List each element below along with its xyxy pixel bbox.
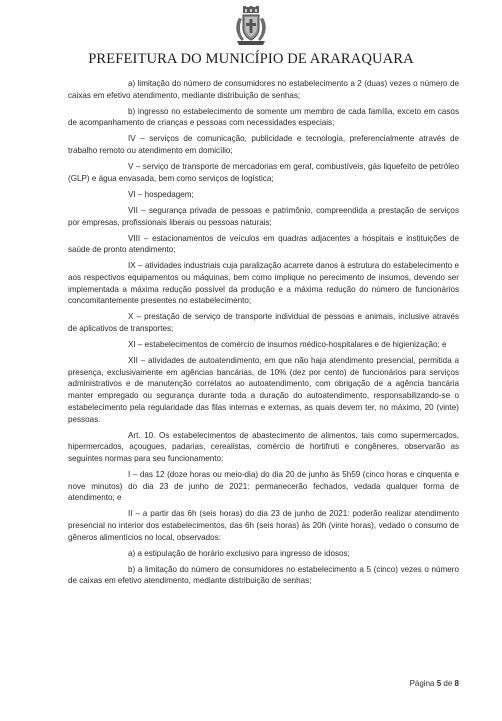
paragraph: VI – hospedagem;	[128, 189, 194, 199]
paragraph: IX – atividades industriais cuja paralização acarrete danos à estrutura do estabelecimento e aos respectivos equipamentos ou máquinas, bem como implique no perecimento de insumos, devendo ser implementada a máxima redução possível da produção e a máxima redução do número de funcionários concomitantemente presentes no estabelecimento;	[68, 261, 459, 306]
paragraph: V – serviço de transporte de mercadorias em geral, combustíveis, gás liquefeito de petróleo (GLP) e água envasada, bem como serviços de logística;	[68, 162, 459, 183]
paragraph: Art. 10. Os estabelecimentos de abastecimento de alimentos, tais como supermercados, hipermercados, açougues, padarias, cerealistas, comércio de hortifruti e congêneres, observarão as seguintes normas para seu funcionamento:	[68, 430, 459, 463]
paragraph: XII – atividades de autoatendimento, em que não haja atendimento presencial, permitida a presença, exclusivamente em agências bancárias, de 10% (dez por cento) de funcionários para serviços administrativos e de manutenção correlatos ao autoatendimento, com obrigação de a agência bancária manter empregado ou segurança durante toda a duração do autoatendimento, responsabilizando-se o estabelecimento pela regularidade das filas internas e externas, as quais devem ter, no máximo, 20 (vinte) pessoas.	[68, 356, 459, 424]
paragraph: VIII – estacionamentos de veículos em quadras adjacentes a hospitais e instituições de saúde de pronto atendimento;	[68, 233, 459, 255]
document-body	[68, 78, 459, 587]
municipal-crest-icon	[233, 6, 269, 46]
page-current: 5	[436, 679, 442, 688]
page-total: 8	[454, 679, 459, 688]
page-title: PREFEITURA DO MUNICÍPIO DE ARARAQUARA	[88, 51, 414, 67]
paragraph: XI – estabelecimentos de comércio de insumos médico-hospitalares e de higienização; e	[128, 340, 447, 350]
paragraph: a) a estipulação de horário exclusivo para ingresso de idosos;	[128, 548, 350, 558]
paragraph: a) limitação do número de consumidores no estabelecimento a 2 (duas) vezes o número de caixas em efetivo atendimento, mediante distribuição de senhas;	[68, 79, 459, 100]
paragraph: I – das 12 (doze horas ou meio-dia) do dia 20 de junho às 5h59 (cinco horas e cinquenta e nove minutos) do dia 23 de junho de 2021: permanecerão fechados, vedada qualquer forma de atendimento; e	[68, 469, 459, 503]
paragraph: II – a partir das 6h (seis horas) do dia 23 de junho de 2021: poderão realizar atendimento presencial no interior dos estabelecimentos, das 6h (seis horas) às 20h (vinte horas), vedado o consumo de gêneros alimentícios no local, observados:	[68, 509, 459, 542]
paragraph: X – prestação de serviço de transporte individual de pessoas e animais, inclusive através de aplicativos de transportes;	[68, 312, 459, 334]
paragraph: IV – serviços de comunicação, publicidade e tecnologia, preferencialmente através de trabalho remoto ou atendimento em domicílio;	[68, 134, 459, 156]
paragraph: b) a limitação do número de consumidores no estabelecimento a 5 (cinco) vezes o número de caixas em efetivo atendimento, mediante distribuição de senhas;	[68, 564, 459, 586]
page-number	[410, 679, 459, 688]
page-of: de	[443, 679, 453, 688]
paragraph: b) ingresso no estabelecimento de somente um membro de cada família, exceto em casos de acompanhamento de crianças e pessoas com necessidades especiais;	[68, 106, 459, 128]
page-label: Página	[409, 679, 435, 688]
paragraph: VII – segurança privada de pessoas e patrimônio, compreendida a prestação de serviços por empresas, profissionais liberais ou pessoas naturais;	[68, 205, 459, 227]
